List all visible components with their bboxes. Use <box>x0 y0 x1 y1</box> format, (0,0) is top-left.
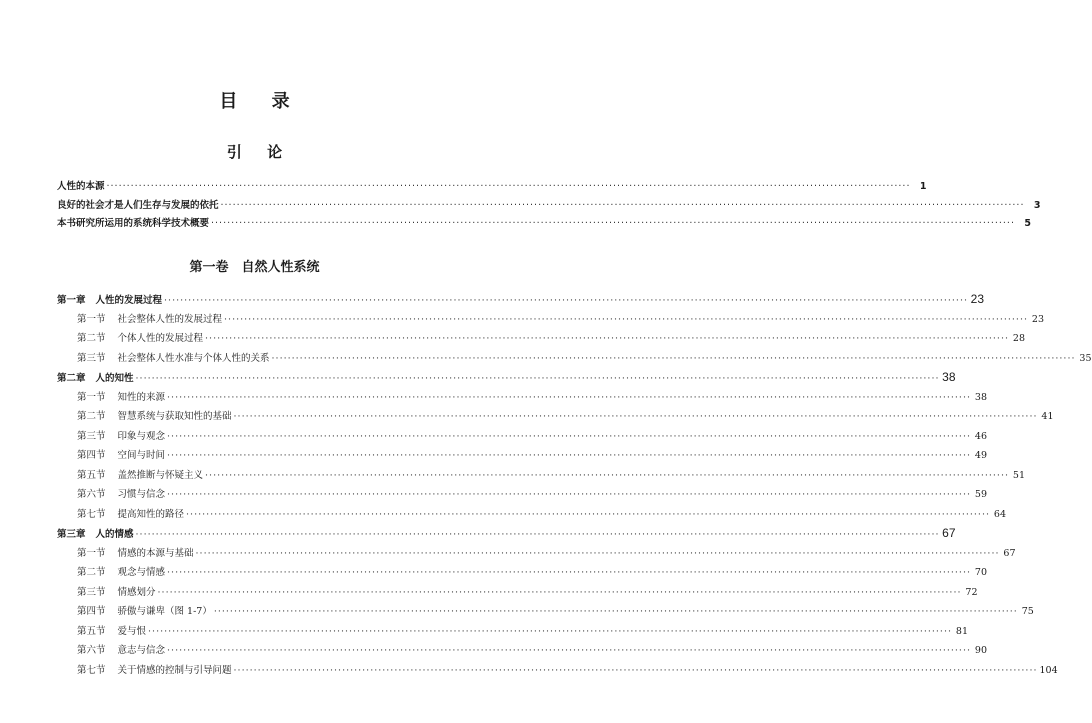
page-number: 3 <box>1033 199 1041 211</box>
dot-leader: ········································································································································································································ <box>164 295 968 306</box>
entry-label <box>77 329 203 349</box>
entry-title: 本书研究所运用的系统科学技术概要 <box>57 218 210 229</box>
entry-number: 第四节 <box>77 450 106 461</box>
page-number: 70 <box>974 567 987 578</box>
dot-leader: ········································································································································································································ <box>205 333 1009 344</box>
dot-leader: ········································································································································································································ <box>135 529 940 540</box>
intro-entry[interactable] <box>57 197 1041 216</box>
intro-list <box>57 178 1041 234</box>
page-number: 81 <box>955 625 968 637</box>
entry-label <box>77 505 184 525</box>
entry-label <box>57 291 162 311</box>
dot-leader: ········································································································································································································ <box>157 586 962 598</box>
entry-label <box>77 622 146 642</box>
entry-number: 第六节 <box>77 489 106 500</box>
entry-title: 意志与信念 <box>117 645 166 656</box>
entry-number: 第二节 <box>77 567 106 578</box>
dot-leader: ········································································································································································································ <box>148 625 952 637</box>
chapter-entry[interactable] <box>57 524 956 544</box>
entry-number: 第二章 <box>57 373 86 384</box>
page-number: 51 <box>1012 469 1025 481</box>
page-number: 38 <box>942 370 956 384</box>
page-number: 67 <box>942 526 956 540</box>
page-number: 49 <box>974 450 987 461</box>
entry-title: 人的知性 <box>95 373 134 384</box>
section-entry[interactable] <box>57 485 987 505</box>
entry-label <box>77 446 165 466</box>
page-number: 64 <box>993 508 1006 520</box>
page-number: 35 <box>1079 352 1092 364</box>
entry-number: 第七节 <box>77 664 106 676</box>
entry-number: 第一节 <box>77 313 106 325</box>
entry-title: 社会整体人性的发展过程 <box>117 313 223 325</box>
page-number: 5 <box>1024 218 1031 229</box>
dot-leader: ········································································································································································································ <box>167 430 971 442</box>
entry-label <box>77 485 165 505</box>
entry-label <box>57 525 134 545</box>
entry-title: 情感划分 <box>117 586 156 598</box>
page-number: 38 <box>974 391 987 403</box>
dot-leader: ········································································································································································································ <box>233 664 1038 676</box>
dot-leader: ········································································································································································································ <box>167 645 971 656</box>
entry-title: 骄傲与谦卑（图 1-7） <box>117 606 212 617</box>
section-entry[interactable] <box>57 641 987 661</box>
entry-label <box>77 661 232 681</box>
section-entry[interactable] <box>57 388 987 408</box>
page-number: 46 <box>974 430 987 442</box>
entry-label <box>77 407 232 427</box>
page-title: 目 录 <box>219 91 304 112</box>
entry-label <box>77 602 212 622</box>
chapter-entry[interactable] <box>57 368 956 388</box>
entry-title: 个体人性的发展过程 <box>117 333 204 344</box>
entry-title: 智慧系统与获取知性的基础 <box>117 411 232 422</box>
page-number: 104 <box>1039 664 1058 676</box>
section-entry[interactable] <box>57 427 987 447</box>
entry-title: 人性的发展过程 <box>95 295 163 306</box>
entry-title: 观念与情感 <box>117 567 166 578</box>
dot-leader: ········································································································································································································ <box>195 547 1000 559</box>
entry-number: 第五节 <box>77 469 106 481</box>
page-number: 23 <box>970 292 984 306</box>
entry-number: 第二节 <box>77 411 106 422</box>
entry-title: 提高知性的路径 <box>117 508 185 520</box>
entry-number: 第六节 <box>77 645 106 656</box>
section-entry[interactable] <box>57 407 1054 427</box>
section-entry[interactable] <box>57 622 968 642</box>
entry-label <box>77 583 156 603</box>
entry-title: 情感的本源与基础 <box>117 547 194 559</box>
page-number: 28 <box>1012 333 1025 344</box>
entry-label <box>57 369 134 389</box>
section-entry[interactable] <box>57 466 1025 486</box>
dot-leader: ········································································································································································································ <box>167 450 971 461</box>
entry-label <box>77 310 222 330</box>
page-number: 75 <box>1021 606 1034 617</box>
dot-leader: ········································································································································································································ <box>135 373 940 384</box>
entry-number: 第一节 <box>77 391 106 403</box>
page-number: 41 <box>1041 411 1054 422</box>
dot-leader: ········································································································································································································ <box>271 352 1076 364</box>
entry-title: 知性的来源 <box>117 391 166 403</box>
dot-leader: ········································································································································································································ <box>167 567 971 578</box>
entry-number: 第三节 <box>77 430 106 442</box>
toc-list <box>57 290 1092 680</box>
entry-label <box>77 388 165 408</box>
chapter-entry[interactable] <box>57 290 984 310</box>
entry-title: 社会整体人性水准与个体人性的关系 <box>117 352 270 364</box>
dot-leader: ········································································································································································································ <box>106 181 911 192</box>
entry-number: 第三节 <box>77 586 106 598</box>
entry-number: 第四节 <box>77 606 106 617</box>
section-entry[interactable] <box>57 563 987 583</box>
entry-label <box>77 563 165 583</box>
dot-leader: ········································································································································································································ <box>205 469 1009 481</box>
entry-title: 人性的本源 <box>57 181 105 192</box>
page-number: 72 <box>965 586 978 598</box>
section-entry[interactable] <box>57 349 1092 369</box>
page-number: 1 <box>919 181 927 192</box>
entry-number: 第一节 <box>77 547 106 559</box>
intro-entry[interactable] <box>57 178 927 197</box>
entry-label <box>77 466 203 486</box>
dot-leader: ········································································································································································································ <box>213 606 1018 617</box>
dot-leader: ········································································································································································································ <box>167 391 971 403</box>
section-entry[interactable] <box>57 310 1044 330</box>
section-entry[interactable] <box>57 544 1016 564</box>
entry-title: 习惯与信念 <box>117 489 166 500</box>
entry-title: 人的情感 <box>95 529 134 540</box>
dot-leader: ········································································································································································································ <box>211 218 1015 229</box>
entry-number: 第三章 <box>57 529 86 540</box>
section-entry[interactable] <box>57 583 978 603</box>
section-entry[interactable] <box>57 661 1058 681</box>
entry-number: 第五节 <box>77 625 106 637</box>
entry-label <box>77 544 194 564</box>
entry-title: 关于情感的控制与引导问题 <box>117 664 232 676</box>
entry-label <box>77 641 165 661</box>
section-entry[interactable] <box>57 329 1025 349</box>
entry-title: 爱与恨 <box>117 625 147 637</box>
volume-heading: 第一卷 自然人性系统 <box>189 260 320 275</box>
entry-title: 印象与观念 <box>117 430 166 442</box>
page-number: 67 <box>1003 547 1016 559</box>
entry-number: 第一章 <box>57 295 86 306</box>
section-entry[interactable] <box>57 505 1006 525</box>
intro-heading: 引 论 <box>226 143 293 161</box>
page-number: 23 <box>1031 313 1044 325</box>
entry-label <box>77 427 165 447</box>
entry-label <box>77 349 270 369</box>
dot-leader: ········································································································································································································ <box>167 489 971 500</box>
dot-leader: ········································································································································································································ <box>233 411 1038 422</box>
entry-number: 第二节 <box>77 333 106 344</box>
dot-leader: ········································································································································································································ <box>186 508 990 520</box>
page-number: 59 <box>974 489 987 500</box>
entry-title: 良好的社会才是人们生存与发展的依托 <box>57 199 219 211</box>
entry-number: 第七节 <box>77 508 106 520</box>
page-number: 90 <box>974 645 987 656</box>
entry-number: 第三节 <box>77 352 106 364</box>
entry-title: 空间与时间 <box>117 450 166 461</box>
section-entry[interactable] <box>57 602 1034 622</box>
entry-title: 盖然推断与怀疑主义 <box>117 469 204 481</box>
dot-leader: ········································································································································································································ <box>224 313 1028 325</box>
intro-entry[interactable] <box>57 215 1031 234</box>
section-entry[interactable] <box>57 446 987 466</box>
dot-leader: ········································································································································································································ <box>220 199 1025 211</box>
